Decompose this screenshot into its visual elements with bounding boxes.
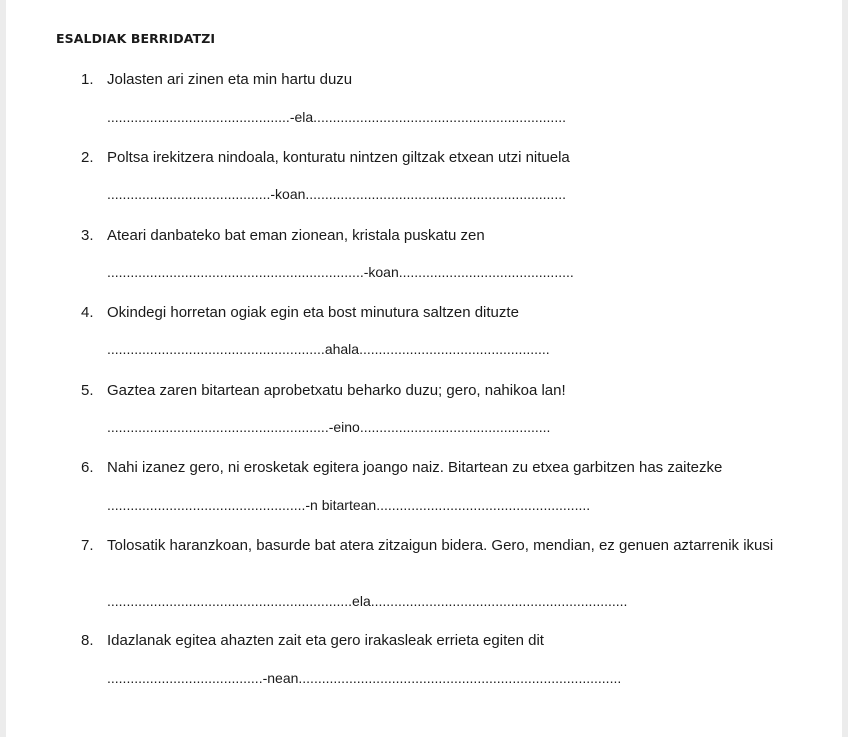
item-number: 5.: [81, 382, 94, 399]
item-question: Nahi izanez gero, ni erosketak egitera joango naiz. Bitartean zu etxea garbitzen has zaitezke: [107, 459, 723, 476]
item-question: Okindegi horretan ogiak egin eta bost minutura saltzen dituzte: [107, 304, 519, 321]
item-number: 6.: [81, 459, 94, 476]
answer-line[interactable]: ........................................-nean...................................................................................: [107, 670, 622, 686]
item-number: 8.: [81, 632, 94, 649]
item-number: 3.: [81, 227, 94, 244]
item-question: Ateari danbateko bat eman zionean, kristala puskatu zen: [107, 227, 485, 244]
answer-line[interactable]: ...................................................-n bitartean.......................................................: [107, 497, 591, 513]
answer-line[interactable]: ...............................................-ela.................................................................: [107, 109, 566, 125]
item-question: Idazlanak egitea ahazten zait eta gero irakasleak errieta egiten dit: [107, 632, 544, 649]
item-question: Jolasten ari zinen eta min hartu duzu: [107, 71, 353, 88]
answer-line[interactable]: ..................................................................-koan.............................................: [107, 264, 574, 280]
item-question: Tolosatik haranzkoan, basurde bat atera zitzaigun bidera. Gero, mendian, ez genuen aztarrenik ikusi: [107, 537, 774, 554]
item-question: Gaztea zaren bitartean aprobetxatu beharko duzu; gero, nahikoa lan!: [107, 382, 566, 399]
item-number: 4.: [81, 304, 94, 321]
item-number: 2.: [81, 149, 94, 166]
answer-line[interactable]: ...............................................................ela..................................................................: [107, 593, 628, 609]
answer-line[interactable]: .........................................................-eino.................................................: [107, 419, 551, 435]
item-number: 1.: [81, 71, 94, 88]
page-title: ESALDIAK BERRIDATZI: [56, 31, 216, 46]
answer-line[interactable]: ..........................................-koan...................................................................: [107, 186, 566, 202]
worksheet-page: [6, 0, 842, 737]
answer-line[interactable]: ........................................................ahala.................................................: [107, 341, 550, 357]
item-number: 7.: [81, 537, 94, 554]
item-question: Poltsa irekitzera nindoala, konturatu nintzen giltzak etxean utzi nituela: [107, 149, 570, 166]
